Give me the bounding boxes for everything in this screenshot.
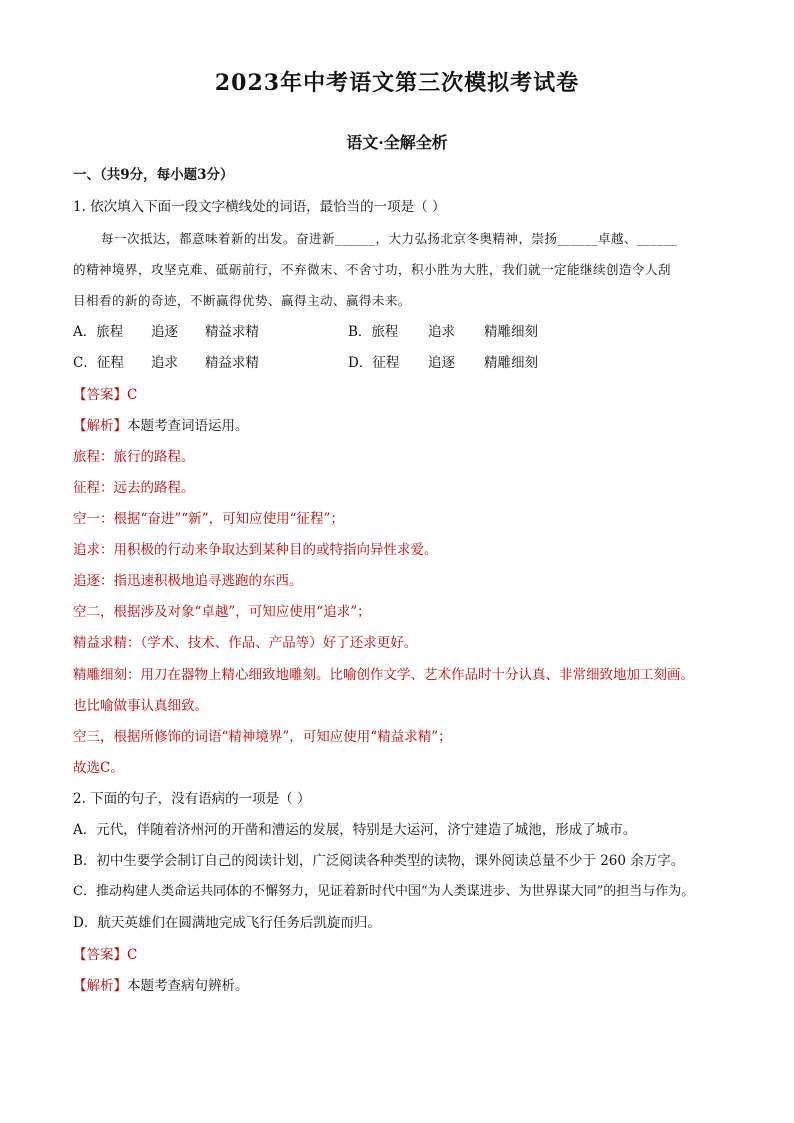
question-1-option-b: B．旅程 追求 精雕细刻: [348, 324, 538, 340]
explanation-line: 故选C。: [73, 760, 124, 776]
page-subtitle: 语文·全解全析: [346, 133, 448, 152]
question-2-analysis: 【解析】本题考查病句辨析。: [73, 978, 249, 994]
question-1-option-d: D．征程 追逐 精雕细刻: [348, 355, 538, 371]
question-2-answer: 【答案】C: [73, 947, 138, 963]
page-title: 2023年中考语文第三次模拟考试卷: [214, 70, 580, 96]
question-2-option-d: D．航天英雄们在圆满地完成飞行任务后凯旋而归。: [73, 915, 381, 931]
explanation-line: 空三，根据所修饰的词语“精神境界”，可知应使用“精益求精”；: [73, 729, 452, 745]
section-header: 一、（共9分，每小题3分）: [73, 167, 234, 183]
question-2-option-c: C．推动构建人类命运共同体的不懈努力，见证着新时代中国“为人类谋进步、为世界谋大同”的担当与作为。: [73, 884, 695, 899]
question-1-stem: 1. 依次填入下面一段文字横线处的词语，最恰当的一项是（ ）: [73, 199, 446, 215]
explanation-line: 征程：远去的路程。: [73, 480, 195, 496]
explanation-line: 旅程：旅行的路程。: [73, 449, 195, 465]
explanation-line: 空二，根据涉及对象“卓越”，可知应使用“追求”；: [73, 604, 371, 620]
question-1-passage-line-1: 每一次抵达，都意味着新的出发。奋进新______，大力弘扬北京冬奥精神，崇扬______卓越、______: [101, 231, 678, 246]
question-1-option-c: C．征程 追求 精益求精: [73, 355, 259, 371]
explanation-line: 追求：用积极的行动来争取达到某种目的或特指向异性求爱。: [73, 542, 438, 558]
explanation-line: 精益求精：（学术、技术、作品、产品等）好了还求更好。: [73, 635, 418, 651]
question-1-passage-line-3: 目相看的新的奇迹，不断赢得优势、赢得主动、赢得未来。: [73, 293, 412, 308]
explanation-line: 精雕细刻：用刀在器物上精心细致地雕刻。比喻创作文学、艺术作品时十分认真、非常细致地加工刻画。: [73, 667, 694, 683]
question-1-option-a: A．旅程 追逐 精益求精: [73, 324, 259, 340]
question-1-answer: 【答案】C: [73, 387, 138, 403]
explanation-line: 空一：根据“奋进”“新”，可知应使用“征程”；: [73, 511, 344, 527]
question-1-passage-line-2: 的精神境界，攻坚克难、砥砺前行，不弃微末、不舍寸功，积小胜为大胜，我们就一定能继续创造令人刮: [73, 262, 672, 277]
question-2-stem: 2. 下面的句子，没有语病的一项是（ ）: [73, 791, 311, 807]
question-1-analysis: 【解析】本题考查词语运用。: [73, 418, 249, 434]
question-2-option-b: B．初中生要学会制订自己的阅读计划，广泛阅读各种类型的读物，课外阅读总量不少于 260 余万字。: [73, 853, 685, 869]
explanation-line: 追逐：指迅速积极地追寻逃跑的东西。: [73, 573, 303, 589]
question-2-option-a: A．元代，伴随着济州河的开凿和漕运的发展，特别是大运河，济宁建造了城池，形成了城市。: [73, 822, 637, 838]
explanation-line: 也比喻做事认真细致。: [73, 698, 208, 714]
